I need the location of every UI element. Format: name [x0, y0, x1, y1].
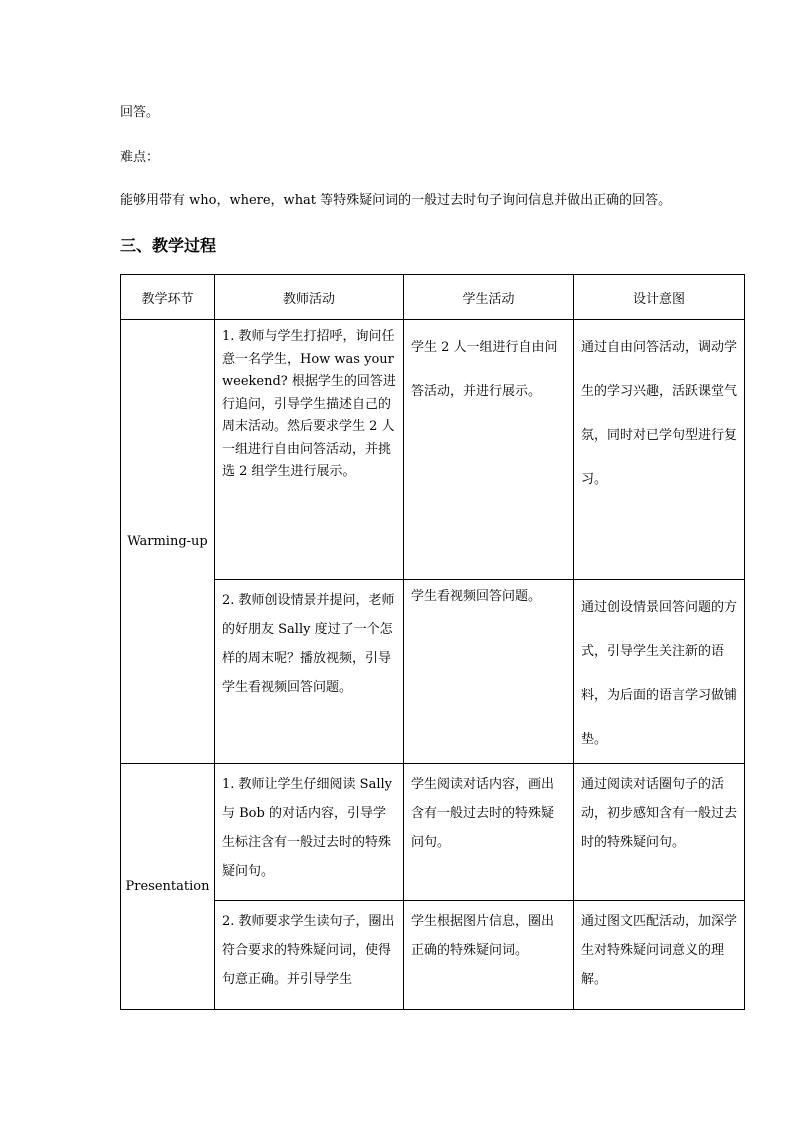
table-row — [121, 580, 745, 764]
design-intent-cell — [574, 901, 745, 1010]
teacher-activity-text: 1. 教师与学生打招呼，询问任意一名学生，How was your weekend? 根据学生的回答进行追问，引导学生描述自己的周末活动。然后要求学生 2 人一组进行自由问答活动，并挑选 2 组学生进行展示。 — [222, 329, 396, 479]
design-intent-text: 通过阅读对话圈句子的活动，初步感知含有一般过去时的特殊疑问句。 — [581, 777, 738, 850]
student-activity-cell — [404, 320, 574, 580]
table-header-row — [121, 275, 745, 320]
teacher-activity-text: 2. 教师要求学生读句子，圈出符合要求的特殊疑问词，使得句意正确。并引导学生 — [222, 914, 395, 987]
section-heading: 三、教学过程 — [120, 236, 217, 255]
stage-cell-warming-up: Warming-up — [121, 320, 215, 764]
header-teacher-activity: 教师活动 — [215, 275, 404, 320]
answer-tail-paragraph: 回答。 — [120, 105, 160, 120]
header-student-activity: 学生活动 — [404, 275, 574, 320]
difficulty-text: 能够用带有 who，where，what 等特殊疑问词的一般过去时句子询问信息并做出正确的回答。 — [120, 193, 672, 208]
student-activity-cell — [404, 764, 574, 901]
student-activity-cell — [404, 580, 574, 764]
design-intent-cell — [574, 764, 745, 901]
difficulty-label: 难点： — [120, 150, 160, 165]
student-activity-cell — [404, 901, 574, 1010]
table-row — [121, 764, 745, 901]
design-intent-text: 通过图文匹配活动，加深学生对特殊疑问词意义的理解。 — [581, 914, 738, 987]
teaching-process-table — [120, 274, 745, 1010]
student-activity-text: 学生阅读对话内容，画出含有一般过去时的特殊疑问句。 — [411, 777, 555, 850]
teacher-activity-cell — [215, 580, 404, 764]
teacher-activity-text: 1. 教师让学生仔细阅读 Sally 与 Bob 的对话内容，引导学生标注含有一般过去时的特殊疑问句。 — [222, 777, 392, 879]
design-intent-cell — [574, 580, 745, 764]
design-intent-cell — [574, 320, 745, 580]
design-intent-text: 通过自由问答活动，调动学生的学习兴趣，活跃课堂气氛，同时对已学句型进行复习。 — [581, 340, 738, 487]
teacher-activity-cell — [215, 901, 404, 1010]
table-row — [121, 320, 745, 580]
teacher-activity-text: 2. 教师创设情景并提问，老师的好朋友 Sally 度过了一个怎样的周末呢？播放视频，引导学生看视频回答问题。 — [222, 593, 395, 695]
teacher-activity-cell — [215, 764, 404, 901]
student-activity-text: 学生看视频回答问题。 — [411, 589, 542, 604]
design-intent-text: 通过创设情景回答问题的方式，引导学生关注新的语料，为后面的语言学习做铺垫。 — [581, 600, 738, 747]
student-activity-text: 学生根据图片信息，圈出正确的特殊疑问词。 — [411, 914, 555, 958]
teacher-activity-cell — [215, 320, 404, 580]
student-activity-text: 学生 2 人一组进行自由问答活动，并进行展示。 — [411, 340, 558, 399]
stage-cell-presentation: Presentation — [121, 764, 215, 1010]
header-stage: 教学环节 — [121, 275, 215, 320]
header-design-intent: 设计意图 — [574, 275, 745, 320]
table-row — [121, 901, 745, 1010]
